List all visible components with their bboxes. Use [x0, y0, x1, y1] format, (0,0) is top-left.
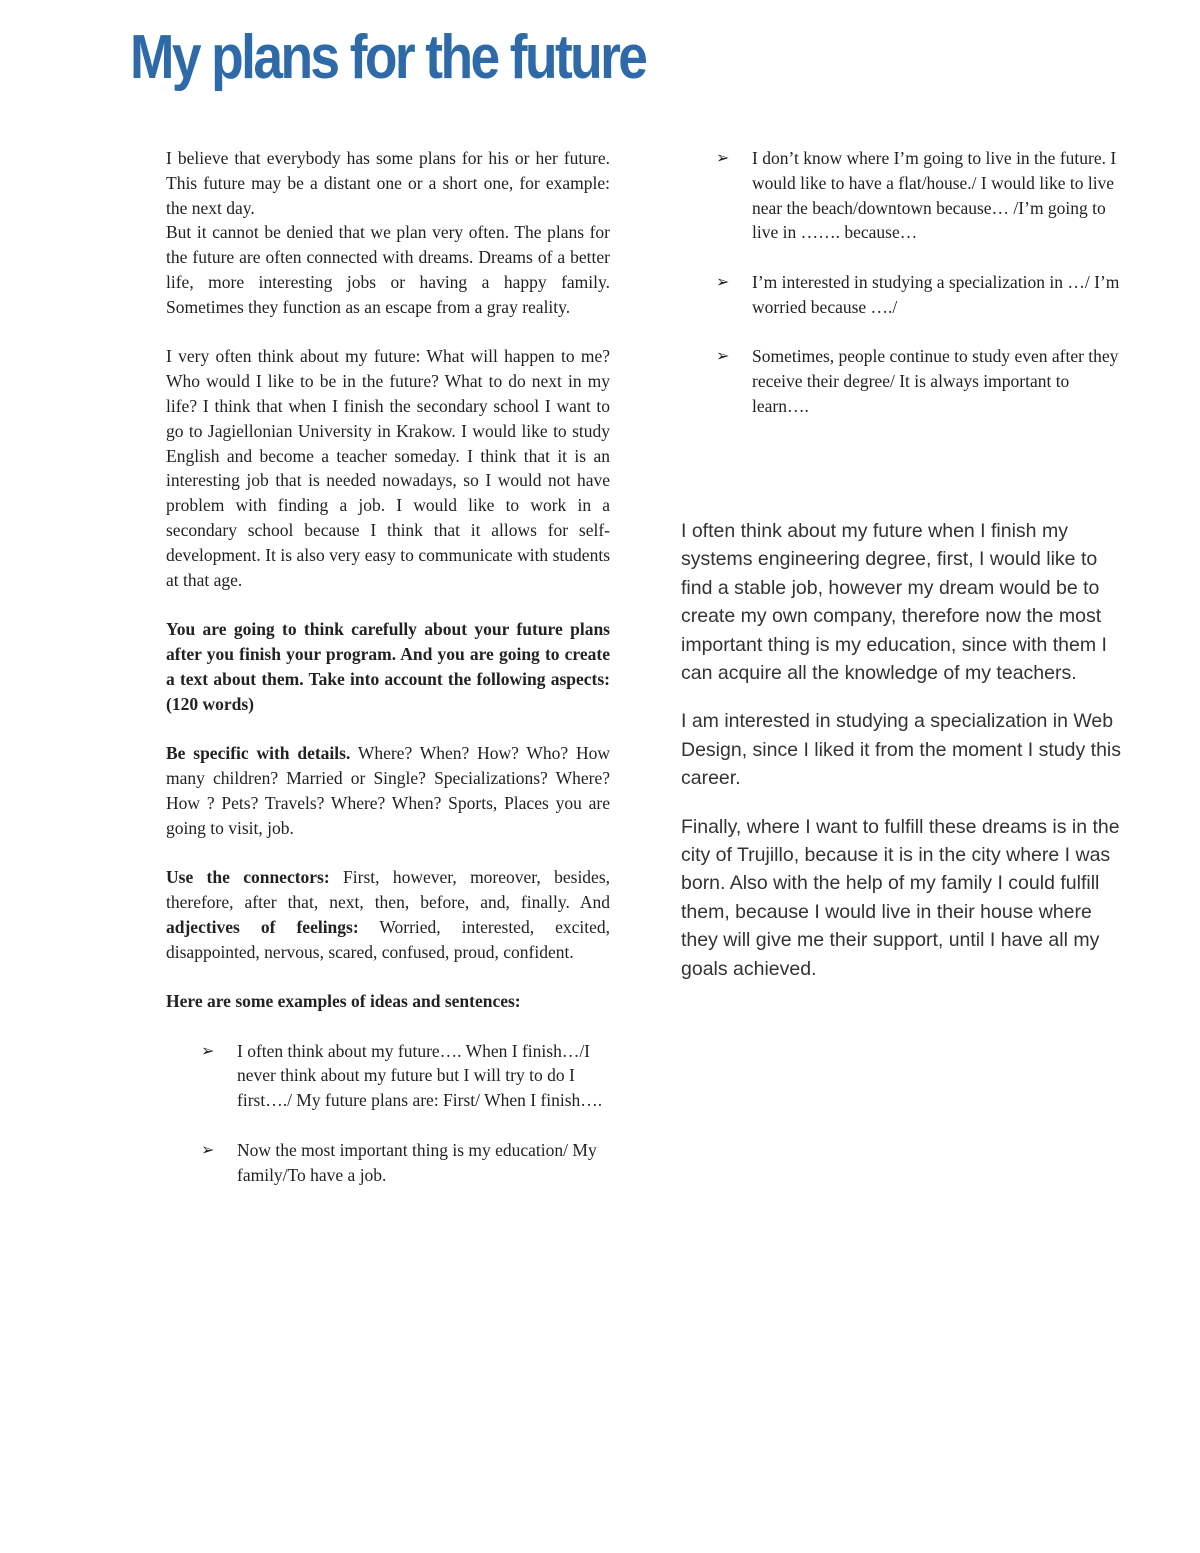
- specific-details-paragraph: [166, 741, 610, 840]
- task-instruction: [166, 617, 610, 716]
- examples-list-left: [166, 1039, 610, 1188]
- examples-list-right: [716, 146, 1128, 419]
- connectors-text: First, however, moreover, besides, therefore, after that, next, then, before, and, finally. And: [166, 867, 611, 912]
- intro-paragraph-2: But it cannot be denied that we plan very often. The plans for the future are often connected with dreams. Dreams of a better life, more interesting jobs or having a happy family. Sometimes they function as an escape from a gray reality.: [166, 222, 610, 317]
- essay-paragraph: I am interested in studying a specialization in Web Design, since I liked it from the moment I study this career.: [681, 710, 1122, 790]
- list-item: [716, 344, 1128, 418]
- specific-details-label: Be specific with details.: [166, 743, 351, 764]
- intro-paragraph-1: I believe that everybody has some plans for his or her future. This future may be a distant one or a short one, for example: the next day.: [166, 148, 610, 218]
- adjectives-label: adjectives of feelings:: [166, 916, 359, 937]
- page-title: My plans for the future: [130, 23, 646, 92]
- task-instruction-text: You are going to think carefully about your future plans after you finish your program. And you are going to create a text about them. Take into account the following aspects: (120 words): [166, 619, 610, 714]
- arrow-bullet-icon: ➢: [716, 346, 730, 366]
- intro-paragraph-3: I very often think about my future: What will happen to me? Who would I like to be in the future? What to do next in my life? I think that when I finish the secondary school I want to go to Jagiellonian University in Krakow. I would like to study English and become a teacher someday. I think that it is an interesting job that is needed nowadays, so I would not have problem with finding a job. I would like to work in a secondary school because I think that it allows for self-development. It is also very easy to communicate with students at that age.: [166, 346, 610, 590]
- left-column: [166, 146, 610, 1212]
- arrow-bullet-icon: ➢: [716, 271, 730, 291]
- list-item: [201, 1138, 610, 1188]
- essay-paragraph: Finally, where I want to fulfill these dreams is in the city of Trujillo, because it is in the city where I was born. Also with the help of my family I could fulfill them, because I would live in their house where they will give me their support, until I have all my goals achieved.: [681, 815, 1120, 980]
- example-text: I don’t know where I’m going to live in the future. I would like to have a flat/house./ I would like to live near the beach/downtown because… /I’m going to live in ……. because…: [752, 148, 1117, 243]
- list-item: [716, 270, 1128, 320]
- list-item: [716, 146, 1128, 245]
- list-item: [201, 1039, 610, 1113]
- student-essay: [681, 517, 1121, 1003]
- examples-heading-text: Here are some examples of ideas and sentences:: [166, 991, 521, 1012]
- essay-paragraph: I often think about my future when I finish my systems engineering degree, first, I would like to find a stable job, however my dream would be to create my own company, therefore now the most important thing is my education, since with them I can acquire all the knowledge of my teachers.: [681, 520, 1107, 685]
- arrow-bullet-icon: ➢: [201, 1139, 215, 1159]
- connectors-label: Use the connectors:: [166, 867, 330, 888]
- arrow-bullet-icon: ➢: [201, 1040, 215, 1060]
- example-text: I often think about my future…. When I finish…/I never think about my future but I will try to do I first…./ My future plans are: First/ When I finish….: [237, 1040, 603, 1111]
- example-text: I’m interested in studying a specialization in …/ I’m worried because …./: [752, 271, 1120, 317]
- adjectives-text: Worried, interested, excited, disappointed, nervous, scared, confused, proud, confident.: [166, 916, 610, 962]
- examples-heading: [166, 989, 610, 1014]
- example-text: Now the most important thing is my education/ My family/To have a job.: [237, 1139, 597, 1185]
- arrow-bullet-icon: ➢: [716, 148, 730, 167]
- connectors-paragraph: [166, 865, 610, 964]
- right-examples-column: [716, 146, 1128, 444]
- specific-details-text: Where? When? How? Who? How many children? Married or Single? Specializations? Where? How ? Pets? Travels? Where? When? Sports, Places you are going to visit, job.: [166, 743, 610, 838]
- example-text: Sometimes, people continue to study even after they receive their degree/ It is always important to learn….: [752, 346, 1119, 416]
